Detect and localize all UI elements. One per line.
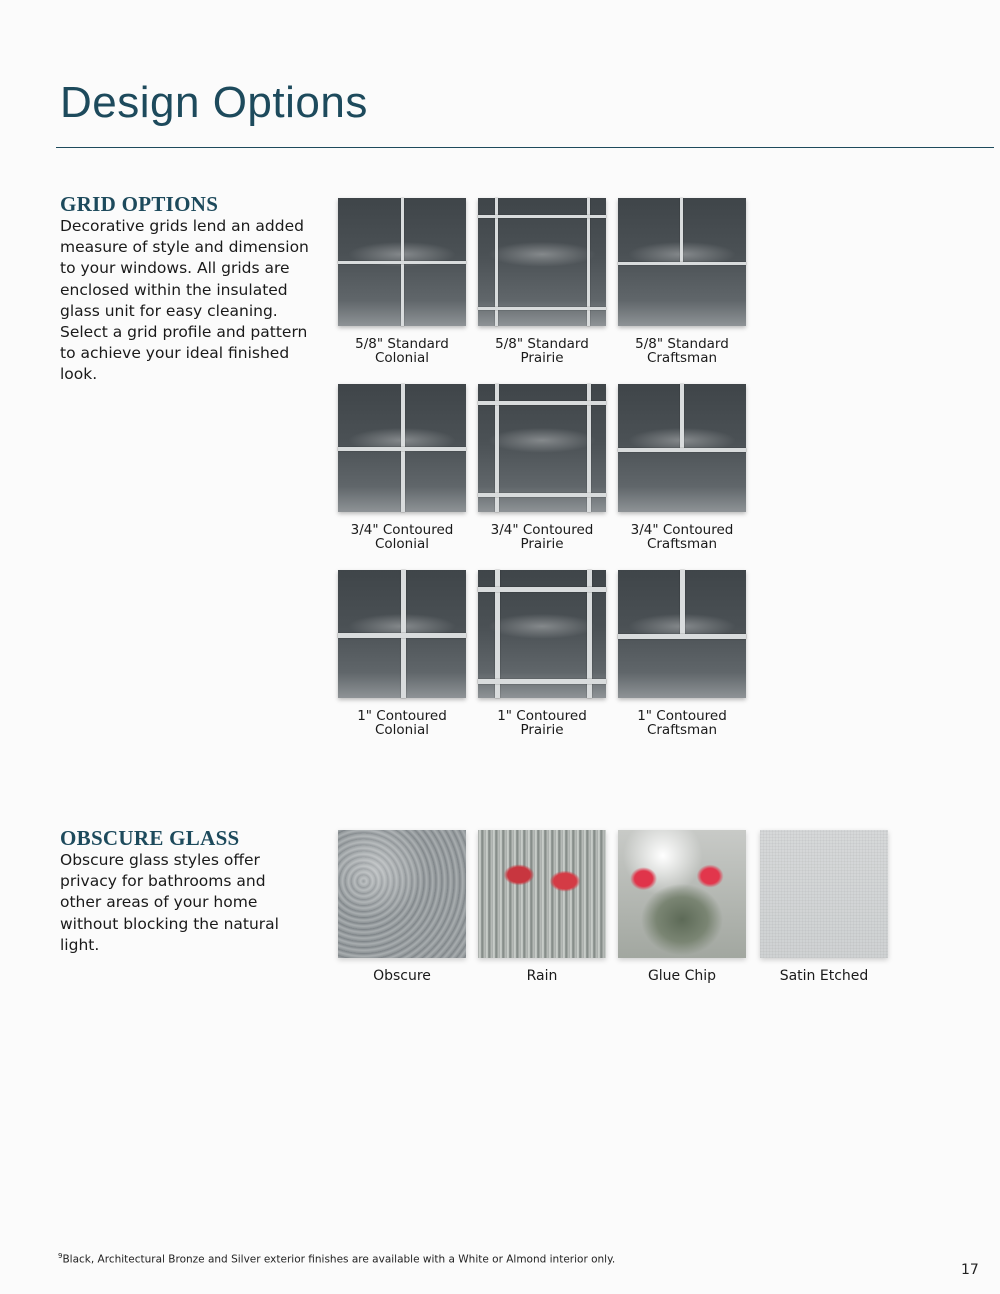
grid-caption-profile: 3/4" Contoured	[490, 522, 594, 538]
grid-bar	[478, 307, 606, 310]
grid-bar	[680, 570, 685, 634]
glass-caption: Obscure	[373, 968, 431, 984]
grid-sample-colonial	[338, 198, 466, 326]
grid-options-description: Decorative grids lend an added measure of style and dimension to your windows. All grids are enclosed within the insulated glass unit for easy cleaning. Select a grid profile and pattern to achieve your ideal finished look.	[60, 217, 309, 384]
grid-caption-pattern: Craftsman	[646, 349, 718, 366]
grid-bar	[338, 447, 466, 451]
grid-bar	[338, 633, 466, 638]
grid-sample-craftsman	[618, 570, 746, 698]
grid-caption	[612, 524, 752, 551]
grid-bar	[478, 493, 606, 497]
grid-options-heading: GRID OPTIONS	[60, 192, 219, 216]
obscure-glass-description: Obscure glass styles offer privacy for bathrooms and other areas of your home without blocking the natural light.	[60, 851, 279, 954]
grid-bar	[478, 215, 606, 218]
grid-caption	[472, 710, 612, 737]
footnote-marker: 9	[58, 1252, 63, 1260]
grid-bar	[680, 384, 684, 448]
grid-sample-prairie	[478, 384, 606, 512]
glass-caption: Satin Etched	[779, 968, 869, 984]
footnote	[58, 1252, 615, 1266]
grid-sample-prairie	[478, 570, 606, 698]
grid-caption	[332, 524, 472, 551]
grid-sample-craftsman	[618, 198, 746, 326]
glass-sample-gluechip	[618, 830, 746, 958]
grid-caption	[472, 338, 612, 365]
grid-caption-pattern: Colonial	[374, 349, 430, 366]
grid-caption-profile: 3/4" Contoured	[350, 522, 454, 538]
page-number: 17	[961, 1262, 979, 1278]
glass-sample-rain	[478, 830, 606, 958]
grid-caption-pattern: Prairie	[520, 349, 564, 366]
glass-sample-satin	[760, 830, 888, 958]
grid-caption-profile: 5/8" Standard	[635, 336, 729, 352]
grid-bar	[680, 198, 683, 262]
grid-caption-pattern: Colonial	[374, 721, 430, 738]
grid-bar	[478, 679, 606, 684]
glass-sample-obscure	[338, 830, 466, 958]
grid-caption-profile: 5/8" Standard	[355, 336, 449, 352]
grid-caption-profile: 1" Contoured	[637, 708, 727, 724]
grid-caption-pattern: Craftsman	[646, 535, 718, 552]
grid-caption-pattern: Craftsman	[646, 721, 718, 738]
grid-bar	[478, 587, 606, 592]
grid-caption	[612, 710, 752, 737]
title-divider	[56, 147, 994, 148]
grid-caption-pattern: Prairie	[520, 721, 564, 738]
grid-caption-profile: 5/8" Standard	[495, 336, 589, 352]
grid-caption	[472, 524, 612, 551]
grid-bar	[478, 401, 606, 405]
grid-caption	[332, 338, 472, 365]
grid-caption	[332, 710, 472, 737]
grid-bar	[618, 448, 746, 452]
grid-sample-colonial	[338, 384, 466, 512]
grid-caption-profile: 1" Contoured	[357, 708, 447, 724]
grid-bar	[618, 262, 746, 265]
grid-caption-profile: 3/4" Contoured	[630, 522, 734, 538]
grid-caption-pattern: Colonial	[374, 535, 430, 552]
grid-caption-profile: 1" Contoured	[497, 708, 587, 724]
grid-bar	[618, 634, 746, 639]
glass-caption: Rain	[526, 968, 558, 984]
grid-sample-prairie	[478, 198, 606, 326]
glass-caption: Glue Chip	[647, 968, 717, 984]
grid-caption	[612, 338, 752, 365]
obscure-glass-heading: OBSCURE GLASS	[60, 826, 240, 850]
grid-bar	[338, 261, 466, 264]
grid-sample-colonial	[338, 570, 466, 698]
footnote-text: Black, Architectural Bronze and Silver exterior finishes are available with a White or Almond interior only.	[62, 1253, 616, 1266]
grid-sample-craftsman	[618, 384, 746, 512]
grid-caption-pattern: Prairie	[520, 535, 564, 552]
page-title: Design Options	[60, 78, 368, 127]
